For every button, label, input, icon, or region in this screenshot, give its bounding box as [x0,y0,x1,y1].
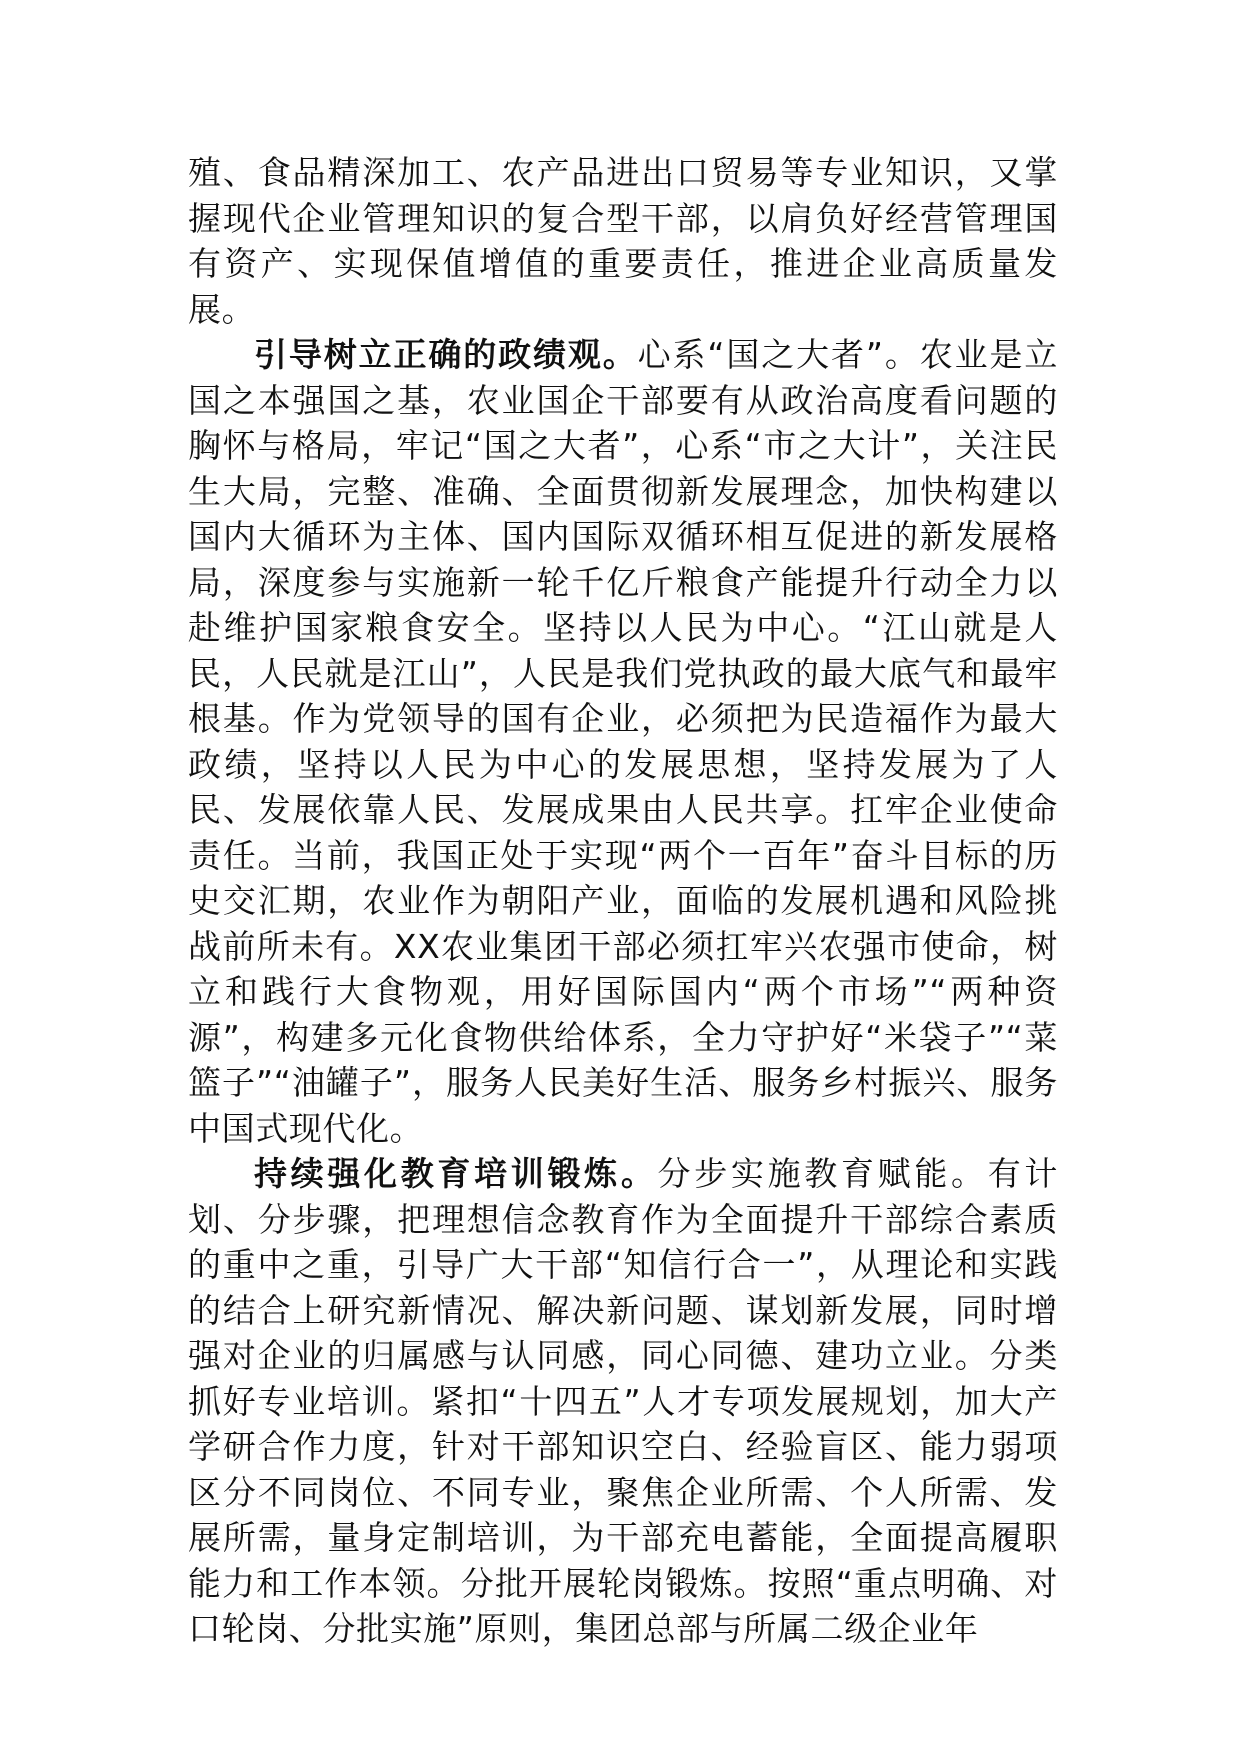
paragraph-heading: 引导树立正确的政绩观。 [254,335,638,374]
paragraph-heading: 持续强化教育培训锻炼。 [254,1154,658,1193]
paragraph-text: 殖、食品精深加工、农产品进出口贸易等专业知识，又掌握现代企业管理知识的复合型干部，以肩负好经营管理国有资产、实现保值增值的重要责任，推进企业高质量发展。 [188,153,1058,329]
paragraph-text: 分步实施教育赋能。有计划、分步骤，把理想信念教育作为全面提升干部综合素质的重中之重，引导广大干部“知信行合一”，从理论和实践的结合上研究新情况、解决新问题、谋划新发展，同时增强对企业的归属感与认同感，同心同德、建功立业。分类抓好专业培训。紧扣“十四五”人才专项发展规划，加大产学研合作力度，针对干部知识空白、经验盲区、能力弱项区分不同岗位、不同专业，聚焦企业所需、个人所需、发展所需，量身定制培训，为干部充电蓄能，全面提高履职能力和工作本领。分批开展轮岗锻炼。按照“重点明确、对口轮岗、分批实施”原则，集团总部与所属二级企业年 [188,1154,1058,1648]
paragraph-continued [188,150,1058,332]
paragraph-education-training [188,1151,1058,1652]
document-body [188,150,1058,1652]
paragraph-performance-view [188,332,1058,1151]
paragraph-text: 心系“国之大者”。农业是立国之本强国之基，农业国企干部要有从政治高度看问题的胸怀与格局，牢记“国之大者”，心系“市之大计”，关注民生大局，完整、准确、全面贯彻新发展理念，加快构建以国内大循环为主体、国内国际双循环相互促进的新发展格局，深度参与实施新一轮千亿斤粮食产能提升行动全力以赴维护国家粮食安全。坚持以人民为中心。“江山就是人民，人民就是江山”，人民是我们党执政的最大底气和最牢根基。作为党领导的国有企业，必须把为民造福作为最大政绩，坚持以人民为中心的发展思想，坚持发展为了人民、发展依靠人民、发展成果由人民共享。扛牢企业使命责任。当前，我国正处于实现“两个一百年”奋斗目标的历史交汇期，农业作为朝阳产业，面临的发展机遇和风险挑战前所未有。XX农业集团干部必须扛牢兴农强市使命，树立和践行大食物观，用好国际国内“两个市场”“两种资源”，构建多元化食物供给体系，全力守护好“米袋子”“菜篮子”“油罐子”，服务人民美好生活、服务乡村振兴、服务中国式现代化。 [188,335,1058,1148]
